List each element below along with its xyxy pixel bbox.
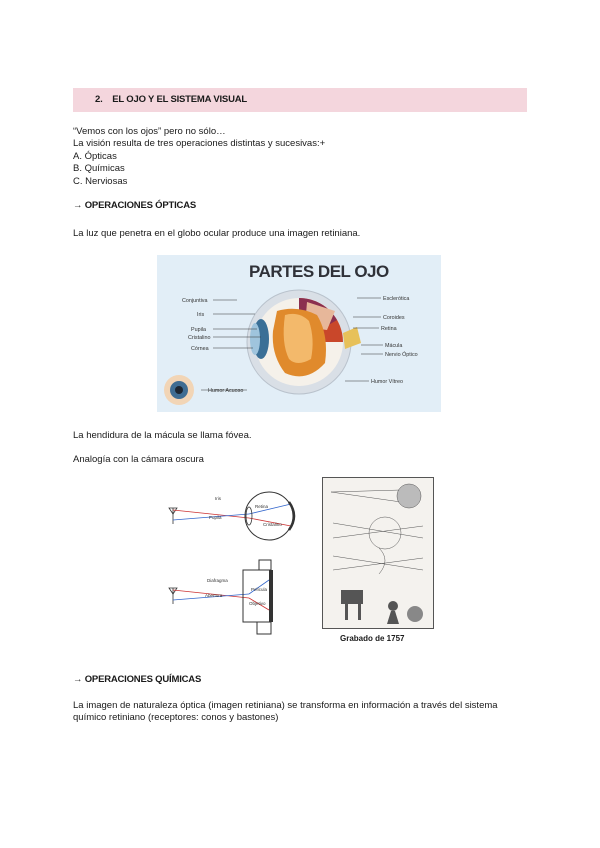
analogy-label-diafragma: Diafragma bbox=[207, 578, 228, 583]
eye-label-humor-vitreo: Humor Vítreo bbox=[371, 379, 404, 385]
analogy-label-pupila: Pupila bbox=[209, 515, 222, 520]
analogy-label-retina: Retina bbox=[255, 504, 269, 509]
optics-heading: → OPERACIONES ÓPTICAS bbox=[73, 200, 197, 211]
eye-label-iris: Iris bbox=[197, 312, 205, 318]
eye-label-esclerotica: Esclerótica bbox=[383, 296, 410, 302]
chemistry-heading: → OPERACIONES QUÍMICAS bbox=[73, 674, 202, 685]
engraving-caption: Grabado de 1757 bbox=[340, 634, 405, 643]
optics-text: La luz que penetra en el globo ocular produce una imagen retiniana. bbox=[73, 228, 361, 239]
section-title bbox=[95, 94, 247, 105]
chemistry-line-2: químico retiniano (receptores: conos y bastones) bbox=[73, 712, 279, 723]
eye-label-coroides: Coroides bbox=[383, 315, 405, 321]
eye-label-retina: Retina bbox=[381, 326, 397, 332]
intro-line-1: “Vemos con los ojos” pero no sólo… bbox=[73, 126, 226, 137]
eye-label-humor-acuoso: Humor Acuoso bbox=[208, 388, 244, 394]
eye-label-nervio-optico: Nervio Óptico bbox=[385, 352, 418, 358]
analogy-label-objetivo: Objetivo bbox=[249, 601, 266, 606]
analogy-eye-drawing bbox=[169, 492, 294, 540]
camera-analogy-diagram bbox=[165, 490, 310, 640]
fovea-text: La hendidura de la mácula se llama fóvea. bbox=[73, 430, 252, 441]
analogy-label-abertura: Abertura bbox=[205, 593, 223, 598]
section-number: 2. bbox=[95, 94, 103, 105]
analogy-label-pelicula: Película bbox=[251, 587, 268, 592]
intro-line-2: La visión resulta de tres operaciones distintas y sucesivas:+ bbox=[73, 138, 326, 149]
eye-label-pupila: Pupila bbox=[191, 327, 206, 333]
intro-item-a: A. Ópticas bbox=[73, 151, 117, 162]
analogy-label-iris: Iris bbox=[215, 496, 221, 501]
section-title-text: EL OJO Y EL SISTEMA VISUAL bbox=[112, 94, 247, 105]
section-header bbox=[73, 88, 527, 112]
eye-label-cristalino: Cristalino bbox=[188, 335, 211, 341]
eye-label-conjuntiva: Conjuntiva bbox=[182, 298, 208, 304]
eye-diagram bbox=[157, 255, 441, 412]
intro-item-c: C. Nerviosas bbox=[73, 176, 128, 187]
engraving-1757-image bbox=[322, 477, 434, 629]
intro-item-b: B. Químicas bbox=[73, 163, 125, 174]
eye-diagram-title: PARTES DEL OJO bbox=[249, 262, 389, 281]
chemistry-line-1: La imagen de naturaleza óptica (imagen retiniana) se transforma en información a través del sistema bbox=[73, 700, 498, 711]
eye-label-macula: Mácula bbox=[385, 343, 403, 349]
analogy-label-cristalino: Cristalino bbox=[263, 522, 282, 527]
analogy-text: Analogía con la cámara oscura bbox=[73, 454, 204, 465]
eye-label-cornea: Córnea bbox=[191, 346, 209, 352]
